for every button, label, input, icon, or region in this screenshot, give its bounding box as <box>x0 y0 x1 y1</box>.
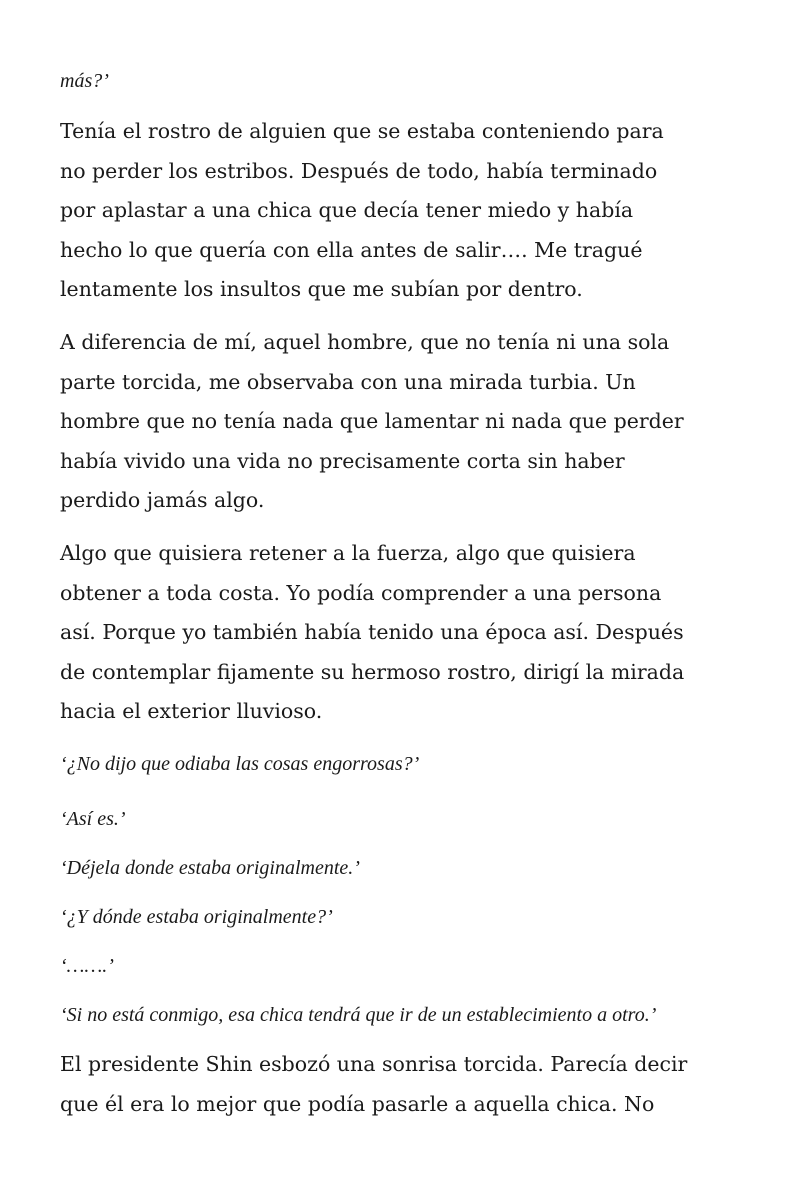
dialogue-line: ‘¿No dijo que odiaba las cosas engorrosas?’ <box>60 753 420 775</box>
paragraph <box>60 534 684 732</box>
text-line: no perder los estribos. Después de todo, había terminado <box>60 158 658 183</box>
paragraph <box>60 1045 687 1124</box>
paragraph <box>60 323 684 521</box>
dialogue-line: ‘Déjela donde estaba originalmente.’ <box>60 857 360 879</box>
text-line: así. Porque yo también había tenido una época así. Después <box>60 620 684 644</box>
text-line: hecho lo que quería con ella antes de salir…. Me tragué <box>60 237 643 262</box>
text-line: A diferencia de mí, aquel hombre, que no tenía ni una sola <box>60 330 670 354</box>
text-line: que él era lo mejor que podía pasarle a aquella chica. No <box>60 1091 655 1116</box>
text-line: El presidente Shin esbozó una sonrisa torcida. Parecía decir <box>60 1052 688 1076</box>
dialogue-line: ‘…….’ <box>60 955 114 977</box>
text-line: obtener a toda costa. Yo podía comprender a una persona <box>60 580 662 605</box>
dialogue-line: ‘Si no está conmigo, esa chica tendrá que ir de un establecimiento a otro.’ <box>60 1004 657 1026</box>
text-line: de contemplar fijamente su hermoso rostro, dirigí la mirada <box>60 659 685 684</box>
text-line: perdido jamás algo. <box>60 488 265 512</box>
text-line: por aplastar a una chica que decía tener miedo y había <box>60 198 634 222</box>
dialogue-line: más?’ <box>60 70 109 92</box>
dialogue-line: ‘Así es.’ <box>60 808 126 830</box>
text-line: había vivido una vida no precisamente corta sin haber <box>60 448 625 473</box>
text-line: hacia el exterior lluvioso. <box>60 699 323 723</box>
text-line: hombre que no tenía nada que lamentar ni nada que perder <box>60 409 684 433</box>
text-line: Algo que quisiera retener a la fuerza, algo que quisiera <box>60 541 636 565</box>
dialogue-line: ‘¿Y dónde estaba originalmente?’ <box>60 906 333 928</box>
text-line: lentamente los insultos que me subían por dentro. <box>60 277 583 301</box>
paragraph <box>60 112 664 310</box>
text-line: Tenía el rostro de alguien que se estaba conteniendo para <box>60 119 664 143</box>
text-line: parte torcida, me observaba con una mirada turbia. Un <box>60 369 636 394</box>
